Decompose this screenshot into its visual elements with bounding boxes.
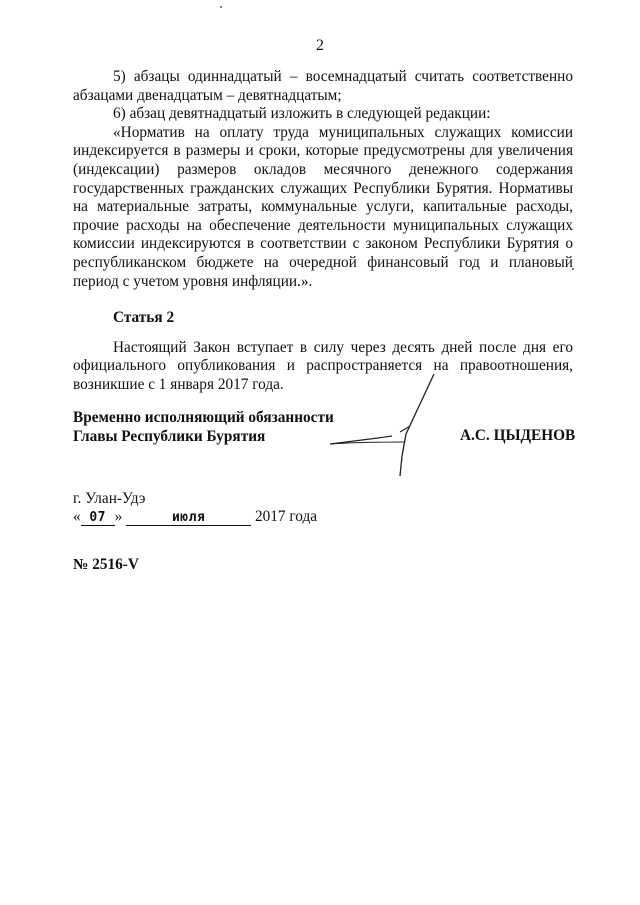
date-day-field (81, 508, 115, 526)
document-number: № 2516-V (73, 556, 139, 573)
date-line (73, 508, 317, 526)
handwritten-signature (330, 372, 450, 482)
paragraph: 5) абзацы одиннадцатый – восемнадцатый считать соответственно абзацами двенадцатым – девятнадцатым; (73, 68, 573, 104)
signer-name: А.С. ЦЫДЕНОВ (460, 427, 576, 444)
signatory-title (73, 408, 334, 446)
date-year: 2017 года (254, 508, 318, 525)
date-day: 07 (89, 510, 106, 525)
paragraph: «Норматив на оплату труда муниципальных служащих комиссии индексируется в размеры и сроки, которые предусмотрены для увеличения (индексации) размеров окладов месячного денежного содержания государственных гражданских служащих Республики Бурятия. Нормативы на материальные затраты, коммунальные услуги, капитальные расходы, прочие расходы на обеспечение деятельности муниципальных служащих комиссии индексируются в соответствии с законом Республики Бурятия о республиканском бюджете на очередной финансовый год и плановый период с учетом уровня инфляции.». (73, 123, 573, 290)
article-text: Настоящий Закон вступает в силу через десять дней после дня его официального опубликования и распространяется на правоотношения, возникшие с 1 января 2017 года. (73, 338, 573, 393)
signatory-title-line: Главы Республики Бурятия (73, 428, 266, 445)
signatory-title-line: Временно исполняющий обязанности (73, 409, 334, 426)
place-of-signing: г. Улан-Удэ (73, 490, 146, 507)
page-number: 2 (316, 37, 324, 54)
document-body (73, 68, 573, 395)
paragraph: 6) абзац девятнадцатый изложить в следующей редакции: (113, 105, 491, 123)
date-open-quote: « (73, 508, 81, 525)
article-heading: Статья 2 (113, 309, 175, 327)
date-month: июля (171, 510, 206, 525)
date-close-quote: » (114, 508, 123, 525)
scan-speck (220, 6, 222, 8)
date-month-field (126, 508, 251, 526)
